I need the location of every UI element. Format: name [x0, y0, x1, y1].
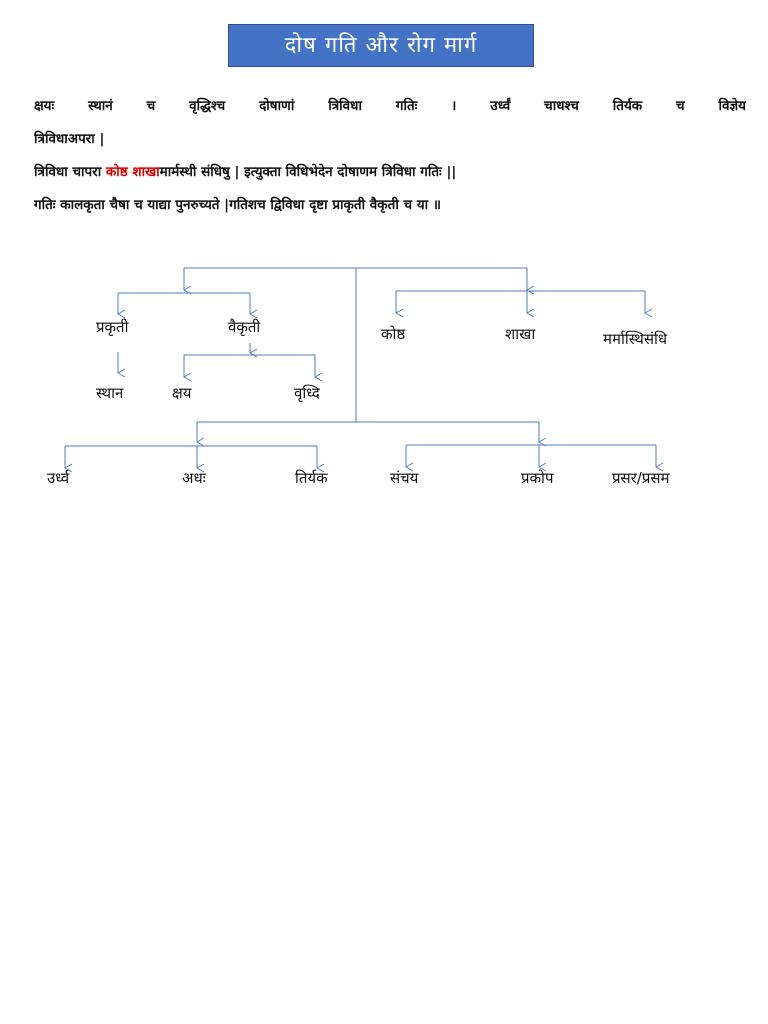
verse-line-3-end: मार्मस्थी संधिषु | इत्युक्ता विधिभेदेन दोषाणम त्रिविधा गतिः ||	[159, 164, 457, 180]
node-prasara-prashama: प्रसर/प्रसम	[612, 469, 670, 487]
verse-highlight-koshtha-shakha: कोष्ठ शाखा	[105, 164, 160, 180]
verse-line-1: क्षयः स्थानं च वृद्धिश्च दोषाणां त्रिविधा गतिः । उर्ध्वं चाधश्च तिर्यक च विज्ञेय	[34, 98, 746, 114]
page-title: दोष गति और रोग मार्ग	[228, 24, 534, 67]
verse-line-3-start: त्रिविधा चापरा	[34, 164, 106, 180]
node-shakha: शाखा	[505, 325, 536, 343]
node-urdhva: उर्ध्व	[47, 469, 70, 487]
node-vruddhi: वृध्दि	[294, 384, 320, 402]
node-koshtha: कोष्ठ	[381, 325, 406, 343]
node-adhah: अधः	[182, 469, 206, 487]
verse-line-2: त्रिविधाअपरा |	[34, 131, 105, 147]
node-marmasthisandhi: मर्मास्थिसंधि	[603, 330, 668, 348]
node-kshaya: क्षय	[172, 384, 192, 402]
node-prakruti: प्रकृती	[96, 318, 129, 336]
node-sanchaya: संचय	[390, 469, 419, 487]
node-tiryak: तिर्यक	[295, 469, 328, 487]
node-sthana: स्थान	[96, 384, 124, 402]
node-prakopa: प्रकोप	[521, 469, 554, 487]
verse-line-4: गतिः कालकृता चैषा च याद्या पुनरुच्यते |गतिशच द्विविधा दृष्टा प्राकृती वैकृती च या ॥	[34, 197, 441, 213]
node-vaikruti: वैकृती	[228, 318, 261, 336]
